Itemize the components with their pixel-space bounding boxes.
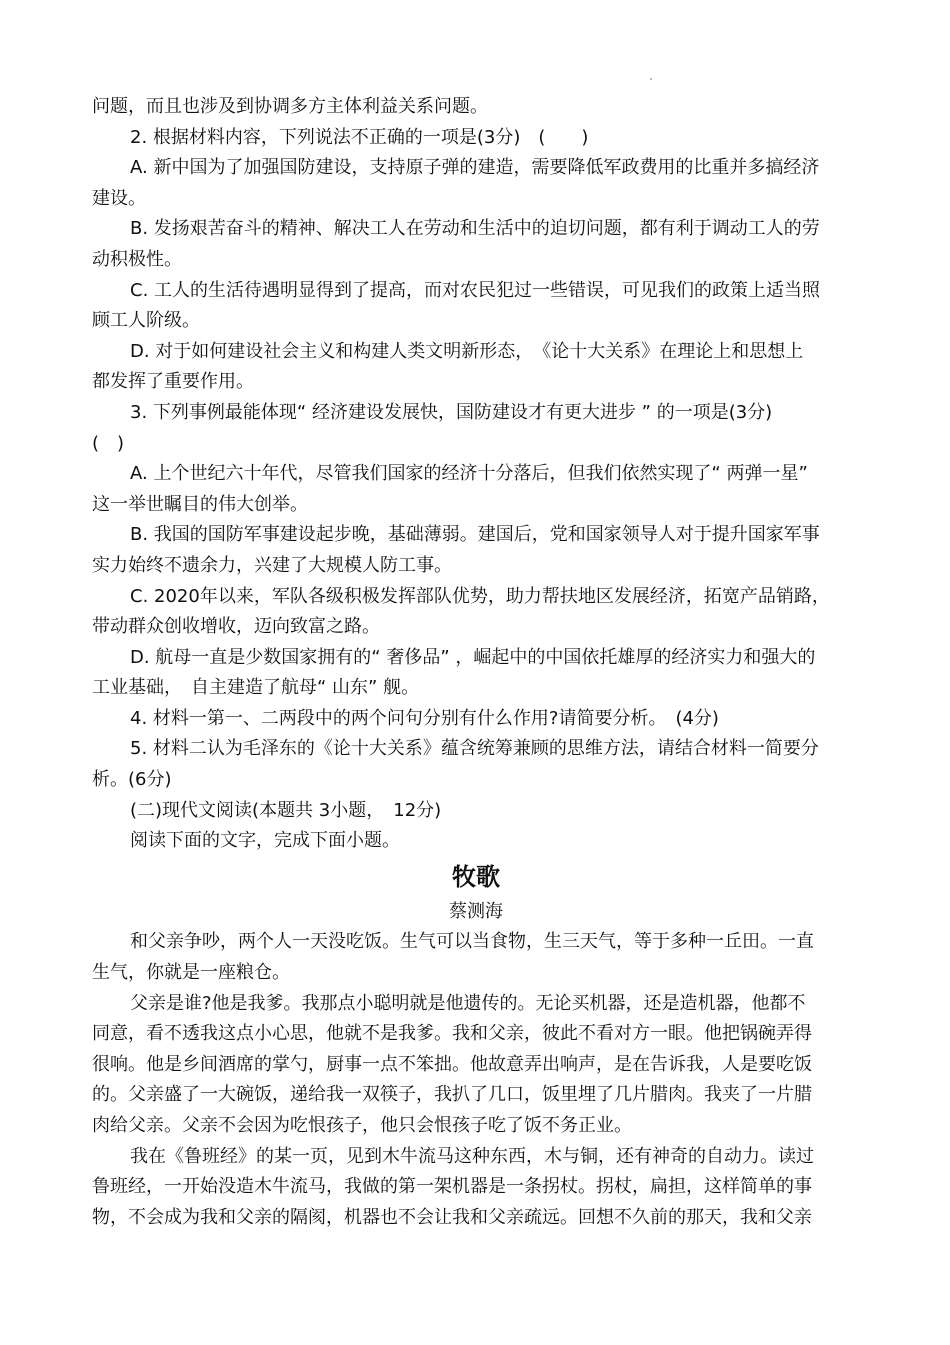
text-line: B. 我国的国防军事建设起步晚，基础薄弱。建国后，党和国家领导人对于提升国家军事 (130, 524, 820, 546)
paragraph-q3b (92, 520, 860, 581)
paragraph-q3c (92, 582, 860, 643)
text-line: D. 对于如何建设社会主义和构建人类文明新形态， 《论十大关系》在理论上和思想上 (130, 340, 804, 362)
text-line: D. 航母一直是少数国家拥有的“ 奢侈品” ，崛起中的中国依托雄厚的经济实力和强大的 (130, 646, 816, 668)
paragraph-q2 (92, 123, 860, 154)
text-line: 工业基础， 自主建造了航母“ 山东” 舰。 (92, 677, 420, 699)
text-line: 5. 材料二认为毛泽东的《论十大关系》蕴含统筹兼顾的思维方法，请结合材料一简要分 (130, 738, 819, 760)
text-line: 同意，看不透我这点小心思，他就不是我爹。我和父亲，彼此不看对方一眼。他把锅碗弄得 (92, 1023, 812, 1045)
paragraph-q2a (92, 153, 860, 214)
text-line: 我在《鲁班经》的某一页，见到木牛流马这种东西，木与铜，还有神奇的自动力。读过 (130, 1145, 814, 1167)
text-line: A. 新中国为了加强国防建设，支持原子弹的建造，需要降低军政费用的比重并多搞经济 (130, 157, 820, 179)
paragraph-q3d (92, 643, 860, 704)
text-line: C. 工人的生活待遇明显得到了提高，而对农民犯过一些错误，可见我们的政策上适当照 (130, 279, 821, 301)
paragraph-q2c (92, 276, 860, 337)
document-page (92, 92, 860, 1233)
text-line: 物，不会成为我和父亲的隔阂，机器也不会让我和父亲疏远。回想不久前的那天，我和父亲 (92, 1206, 812, 1228)
text-line: 的。父亲盛了一大碗饭，递给我一双筷子，我扒了几口，饭里埋了几片腊肉。我夹了一片腊 (92, 1084, 812, 1106)
story-body (92, 927, 860, 1233)
text-line: A. 上个世纪六十年代，尽管我们国家的经济十分落后，但我们依然实现了“ 两弹一星” (130, 463, 808, 485)
text-line: 2. 根据材料内容，下列说法不正确的一项是(3分) ( ) (130, 126, 589, 148)
paragraph-q5 (92, 734, 860, 795)
text-line: 问题，而且也涉及到协调多方主体利益关系问题。 (92, 96, 488, 117)
text-line: ( ) (92, 432, 125, 454)
text-line: 顾工人阶级。 (92, 310, 200, 332)
scan-dot (650, 78, 652, 80)
question-section (92, 92, 860, 857)
paragraph-q3 (92, 398, 860, 459)
text-line: 建设。 (92, 187, 146, 209)
paragraph-sec2 (92, 796, 860, 827)
text-line: 析。(6分) (92, 769, 172, 791)
text-line: 实力始终不遗余力，兴建了大规模人防工事。 (92, 554, 452, 576)
paragraph-inst (92, 826, 860, 857)
story-title: 牧歌 (452, 862, 500, 891)
paragraph-q2d (92, 337, 860, 398)
paragraph-q4 (92, 704, 860, 735)
paragraph-q3a (92, 459, 860, 520)
text-line: 4. 材料一第一、二两段中的两个问句分别有什么作用?请简要分析。 (4分) (130, 707, 719, 729)
text-line: 父亲是谁?他是我爹。我那点小聪明就是他遗传的。无论买机器，还是造机器，他都不 (130, 992, 806, 1014)
text-line: 带动群众创收增收，迈向致富之路。 (92, 616, 380, 638)
paragraph-q2b (92, 214, 860, 275)
paragraph-s1 (92, 927, 860, 988)
text-line: 3. 下列事例最能体现“ 经济建设发展快，国防建设才有更大进步 ” 的一项是(3分) (130, 401, 773, 423)
text-line: 生气，你就是一座粮仓。 (92, 962, 290, 984)
text-line: (二)现代文阅读(本题共 3小题， 12分) (130, 799, 442, 821)
text-line: 都发挥了重要作用。 (92, 371, 254, 393)
paragraph-s2 (92, 989, 860, 1142)
text-line: 鲁班经，一开始没造木牛流马，我做的第一架机器是一条拐杖。拐杖，扁担，这样简单的事 (92, 1176, 812, 1198)
paragraph-s3 (92, 1142, 860, 1234)
text-line: 这一举世瞩目的伟大创举。 (92, 493, 308, 515)
text-line: C. 2020年以来，军队各级积极发挥部队优势，助力帮扶地区发展经济，拓宽产品销路， (130, 585, 830, 607)
text-line: 很响。他是乡间酒席的掌勺，厨事一点不笨拙。他故意弄出响声，是在告诉我，人是要吃饭 (92, 1053, 812, 1075)
paragraph-p0 (92, 92, 860, 123)
text-line: 动积极性。 (92, 248, 182, 270)
text-line: 阅读下面的文字，完成下面小题。 (130, 830, 400, 852)
text-line: 肉给父亲。父亲不会因为吃恨孩子，他只会恨孩子吃了饭不务正业。 (92, 1115, 632, 1136)
text-line: 和父亲争吵，两个人一天没吃饭。生气可以当食物，生三天气，等于多种一丘田。一直 (130, 931, 814, 953)
text-line: B. 发扬艰苦奋斗的精神、解决工人在劳动和生活中的迫切问题，都有利于调动工人的劳 (130, 218, 820, 240)
story-author: 蔡测海 (449, 900, 503, 922)
